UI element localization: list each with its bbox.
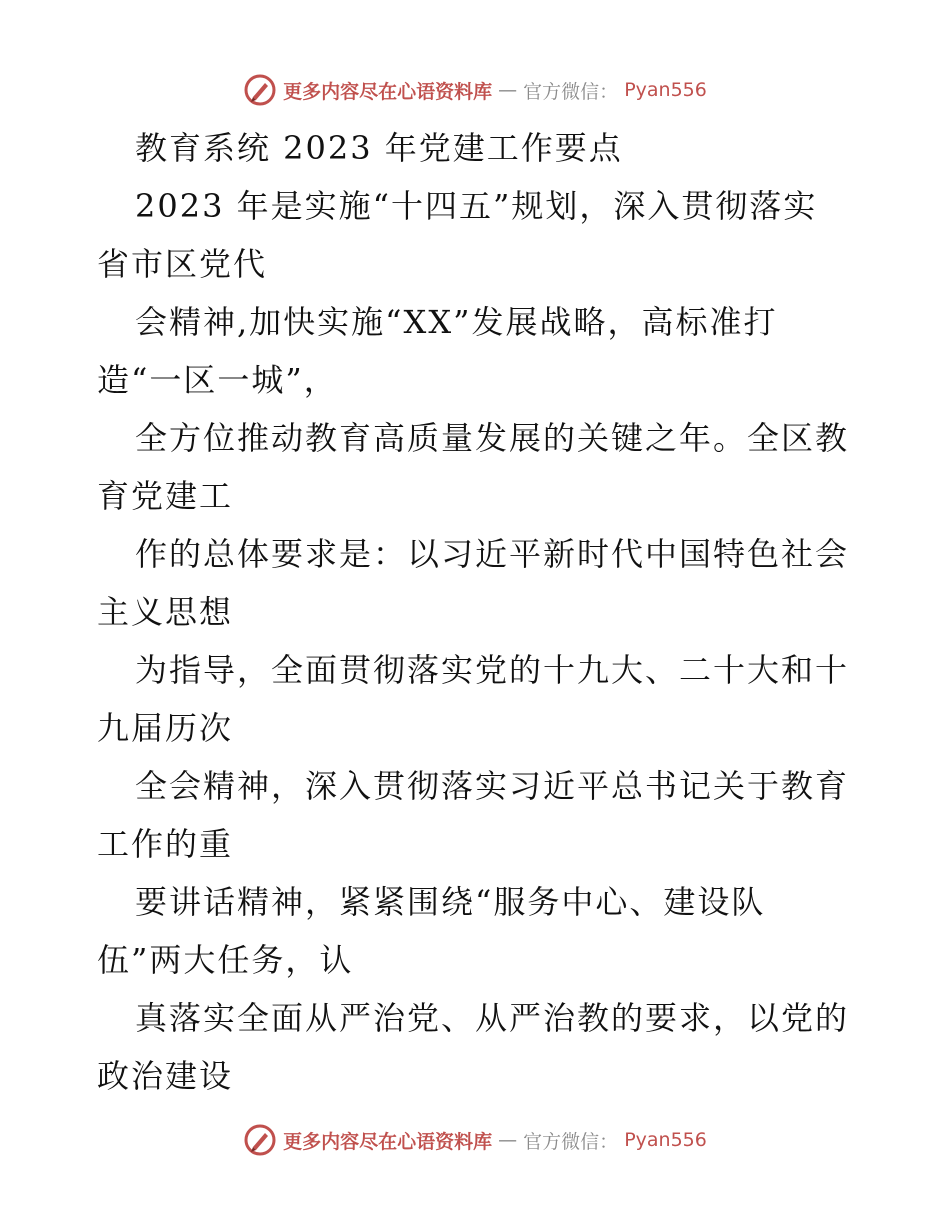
document-title: 教育系统 2023 年党建工作要点 <box>135 129 623 167</box>
text-line: 工作的重 <box>97 825 234 863</box>
text-line: 为指导，全面贯彻落实党的十九大、二十大和十 <box>135 651 850 689</box>
text-line: 真落实全面从严治党、从严治教的要求，以党的 <box>135 999 850 1037</box>
text-line: 全方位推动教育高质量发展的关键之年。全区教 <box>135 419 850 457</box>
text-line: 2023 年是实施“十四五”规划，深入贯彻落实 <box>135 187 818 225</box>
text-line: 会精神,加快实施“XX”发展战略，高标准打 <box>135 303 778 341</box>
text-line: 九届历次 <box>97 709 234 747</box>
text-line: 造“一区一城”， <box>97 361 338 399</box>
pen-logo-icon <box>243 1123 277 1157</box>
watermark-wechat-id: Pyan556 <box>624 79 707 101</box>
watermark-wechat-label: 官方微信： <box>523 80 619 103</box>
text-line: 育党建工 <box>97 477 234 515</box>
text-line: 作的总体要求是：以习近平新时代中国特色社会 <box>135 535 850 573</box>
text-line: 省市区党代 <box>97 245 268 283</box>
footer-watermark <box>0 1120 950 1160</box>
watermark-wechat-label: 官方微信： <box>523 1130 619 1153</box>
text-line: 主义思想 <box>97 593 234 631</box>
text-line: 要讲话精神，紧紧围绕“服务中心、建设队 <box>135 883 766 921</box>
watermark-main-text: 更多内容尽在心语资料库 <box>283 80 493 103</box>
watermark-main-text: 更多内容尽在心语资料库 <box>283 1130 493 1153</box>
watermark-wechat-id: Pyan556 <box>624 1129 707 1151</box>
watermark-separator: — <box>498 1129 518 1151</box>
pen-logo-icon <box>243 73 277 107</box>
text-line: 政治建设 <box>97 1057 234 1095</box>
header-watermark <box>0 70 950 110</box>
watermark-separator: — <box>498 79 518 101</box>
text-line: 伍”两大任务，认 <box>97 941 354 979</box>
text-line: 全会精神，深入贯彻落实习近平总书记关于教育 <box>135 767 850 805</box>
